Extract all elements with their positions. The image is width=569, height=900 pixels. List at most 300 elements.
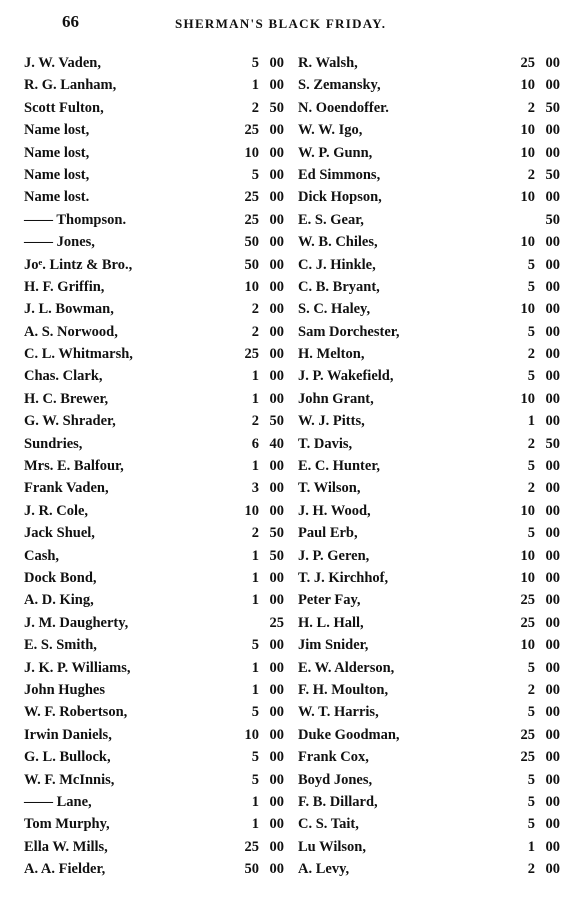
subscriber-name: H. F. Griffin,	[24, 278, 105, 295]
subscription-row	[298, 433, 560, 455]
amount-cents: 50	[545, 435, 560, 452]
amount-cents: 00	[269, 256, 284, 273]
amount-cents: 00	[545, 390, 560, 407]
amount	[505, 612, 560, 634]
amount-cents: 00	[269, 77, 284, 94]
subscriber-name: J. P. Wakefield,	[298, 368, 394, 385]
subscription-row	[24, 52, 284, 74]
subscription-row	[298, 276, 560, 298]
amount	[229, 97, 284, 119]
subscriber-name: Mrs. E. Balfour,	[24, 458, 124, 475]
subscriber-name: T. Davis,	[298, 435, 353, 452]
subscription-row	[24, 701, 284, 723]
amount	[505, 119, 560, 141]
amount-cents: 00	[269, 816, 284, 833]
amount-cents: 00	[269, 55, 284, 71]
subscription-row	[298, 231, 560, 253]
subscriber-name: A. A. Fielder,	[24, 861, 106, 878]
amount-dollars: 5	[251, 749, 259, 766]
amount-dollars: 1	[251, 547, 259, 564]
subscriber-name: Frank Vaden,	[24, 480, 109, 497]
amount-cents: 00	[545, 502, 560, 519]
amount-dollars: 10	[244, 278, 259, 295]
subscriber-name: —— Thompson.	[24, 211, 127, 228]
amount-dollars: 2	[251, 301, 259, 318]
amount-dollars: 5	[527, 525, 535, 542]
amount-dollars: 10	[520, 234, 535, 251]
amount-dollars: 6	[251, 435, 259, 452]
amount	[229, 254, 284, 276]
amount	[229, 164, 284, 186]
subscription-row	[24, 612, 284, 634]
amount-cents: 00	[269, 301, 284, 318]
subscription-row	[298, 567, 560, 589]
amount-dollars: 1	[251, 77, 259, 94]
amount-dollars: 5	[527, 816, 535, 833]
amount-dollars: 25	[244, 211, 259, 228]
subscription-row	[24, 455, 284, 477]
subscriber-name: —— Jones,	[24, 234, 95, 251]
amount-cents: 00	[545, 749, 560, 766]
subscriber-name: E. W. Alderson,	[298, 659, 395, 676]
amount	[505, 679, 560, 701]
amount-dollars: 10	[520, 390, 535, 407]
amount-dollars: 2	[527, 681, 535, 698]
subscriber-name: S. C. Haley,	[298, 301, 371, 318]
amount-dollars: 5	[251, 704, 259, 721]
amount-cents: 00	[545, 681, 560, 698]
amount-dollars: 3	[251, 480, 259, 497]
amount-cents: 50	[545, 166, 560, 183]
amount-dollars: 1	[251, 816, 259, 833]
amount-dollars: 5	[527, 793, 535, 810]
amount	[229, 186, 284, 208]
amount-cents: 00	[545, 771, 560, 788]
amount-dollars: 25	[244, 189, 259, 206]
subscription-row	[24, 791, 284, 813]
subscription-row	[298, 97, 560, 119]
amount-cents: 25	[269, 614, 284, 631]
subscriber-name: R. Walsh,	[298, 55, 358, 71]
subscription-row	[24, 186, 284, 208]
amount-cents: 00	[545, 323, 560, 340]
subscription-row	[24, 97, 284, 119]
amount-cents: 00	[269, 592, 284, 609]
amount-dollars: 1	[251, 659, 259, 676]
amount-cents: 00	[545, 525, 560, 542]
subscription-row	[24, 634, 284, 656]
subscription-row	[298, 634, 560, 656]
subscriber-name: E. S. Gear,	[298, 211, 364, 228]
amount-dollars: 25	[244, 122, 259, 139]
amount-dollars: 25	[520, 55, 535, 71]
subscriber-name: Boyd Jones,	[298, 771, 373, 788]
amount-cents: 00	[545, 144, 560, 161]
subscriber-name: H. L. Hall,	[298, 614, 364, 631]
amount-cents: 00	[269, 189, 284, 206]
amount-cents: 00	[269, 726, 284, 743]
amount-dollars: 10	[520, 122, 535, 139]
amount	[505, 186, 560, 208]
amount-cents: 00	[269, 793, 284, 810]
amount	[229, 209, 284, 231]
subscriber-name: Peter Fay,	[298, 592, 361, 609]
amount-cents: 00	[545, 55, 560, 71]
amount-cents: 00	[269, 569, 284, 586]
subscriber-name: H. Melton,	[298, 346, 365, 363]
subscription-row	[24, 769, 284, 791]
amount	[229, 142, 284, 164]
amount-cents: 00	[269, 771, 284, 788]
subscriber-name: E. S. Smith,	[24, 637, 97, 654]
amount	[229, 522, 284, 544]
amount	[229, 276, 284, 298]
subscription-row	[298, 724, 560, 746]
subscription-row	[298, 254, 560, 276]
subscription-row	[24, 209, 284, 231]
amount-cents: 00	[269, 637, 284, 654]
amount-dollars: 10	[244, 144, 259, 161]
amount	[505, 410, 560, 432]
subscriber-name: H. C. Brewer,	[24, 390, 109, 407]
subscriber-name: W. J. Pitts,	[298, 413, 365, 430]
amount	[505, 455, 560, 477]
amount	[229, 119, 284, 141]
subscription-row	[298, 52, 560, 74]
amount-cents: 00	[545, 480, 560, 497]
amount	[505, 231, 560, 253]
amount	[229, 701, 284, 723]
amount-cents: 00	[269, 234, 284, 251]
subscriber-name: John Grant,	[298, 390, 374, 407]
amount-cents: 00	[545, 413, 560, 430]
subscription-row	[24, 589, 284, 611]
amount	[505, 769, 560, 791]
amount-cents: 00	[545, 256, 560, 273]
subscriber-name: J. M. Daugherty,	[24, 614, 129, 631]
subscription-row	[24, 410, 284, 432]
subscription-row	[298, 589, 560, 611]
subscription-row	[24, 388, 284, 410]
amount-dollars: 25	[520, 614, 535, 631]
amount	[505, 813, 560, 835]
amount	[505, 97, 560, 119]
amount	[229, 567, 284, 589]
amount-dollars: 50	[244, 861, 259, 878]
subscriber-name: Ella W. Mills,	[24, 838, 108, 855]
amount-cents: 00	[545, 346, 560, 363]
amount-dollars: 10	[520, 547, 535, 564]
subscriber-name: C. J. Hinkle,	[298, 256, 376, 273]
subscription-row	[24, 119, 284, 141]
subscriber-name: S. Zemansky,	[298, 77, 381, 94]
amount	[229, 746, 284, 768]
subscriber-name: Tom Murphy,	[24, 816, 110, 833]
amount-cents: 00	[545, 592, 560, 609]
amount-cents: 00	[269, 659, 284, 676]
subscription-row	[298, 164, 560, 186]
subscriber-name: C. L. Whitmarsh,	[24, 346, 133, 363]
amount-cents: 00	[545, 726, 560, 743]
subscription-row	[24, 679, 284, 701]
amount-dollars: 1	[527, 413, 535, 430]
subscription-row	[298, 769, 560, 791]
amount-dollars: 25	[520, 592, 535, 609]
subscription-row	[298, 410, 560, 432]
amount-cents: 00	[269, 166, 284, 183]
amount-dollars: 1	[251, 681, 259, 698]
amount-dollars: 5	[527, 323, 535, 340]
subscription-row	[24, 746, 284, 768]
amount-dollars: 10	[244, 726, 259, 743]
subscriber-name: F. H. Moulton,	[298, 681, 389, 698]
subscription-row	[298, 522, 560, 544]
subscriber-name: W. F. McInnis,	[24, 771, 115, 788]
amount-cents: 00	[545, 704, 560, 721]
amount-cents: 00	[269, 502, 284, 519]
amount-cents: 00	[269, 749, 284, 766]
subscription-row	[298, 545, 560, 567]
amount	[505, 724, 560, 746]
amount	[505, 74, 560, 96]
amount-dollars: 1	[251, 592, 259, 609]
amount-dollars: 10	[520, 502, 535, 519]
amount-dollars: 25	[244, 838, 259, 855]
subscriber-name: T. Wilson,	[298, 480, 361, 497]
amount	[229, 298, 284, 320]
subscription-row	[298, 455, 560, 477]
subscriber-name: A. Levy,	[298, 861, 350, 878]
amount-cents: 00	[545, 569, 560, 586]
subscriber-name: Chas. Clark,	[24, 368, 103, 385]
subscriber-name: Irwin Daniels,	[24, 726, 112, 743]
subscription-row	[24, 500, 284, 522]
subscription-row	[298, 343, 560, 365]
amount	[229, 365, 284, 387]
subscriber-name: Sundries,	[24, 435, 83, 452]
amount	[229, 545, 284, 567]
amount-dollars: 5	[527, 458, 535, 475]
subscription-row	[24, 254, 284, 276]
amount	[229, 388, 284, 410]
amount	[505, 365, 560, 387]
amount-cents: 00	[545, 122, 560, 139]
amount-dollars: 50	[244, 234, 259, 251]
amount-cents: 00	[269, 144, 284, 161]
subscriber-name: J. H. Wood,	[298, 502, 371, 519]
subscription-row	[298, 209, 560, 231]
amount-cents: 00	[269, 480, 284, 497]
subscription-row	[298, 186, 560, 208]
subscriber-name: C. B. Bryant,	[298, 278, 380, 295]
subscription-row	[24, 813, 284, 835]
amount	[505, 477, 560, 499]
amount-dollars: 10	[244, 502, 259, 519]
amount-cents: 00	[545, 278, 560, 295]
subscription-row	[298, 321, 560, 343]
amount	[229, 791, 284, 813]
amount-cents: 00	[269, 323, 284, 340]
subscriber-name: Sam Dorchester,	[298, 323, 400, 340]
subscriber-name: Jack Shuel,	[24, 525, 95, 542]
subscription-row	[24, 657, 284, 679]
amount	[505, 567, 560, 589]
subscription-row	[24, 836, 284, 858]
amount-cents: 00	[269, 390, 284, 407]
amount	[229, 657, 284, 679]
amount-dollars: 10	[520, 189, 535, 206]
subscriber-name: Duke Goodman,	[298, 726, 400, 743]
amount-dollars: 10	[520, 569, 535, 586]
amount	[505, 522, 560, 544]
subscription-row	[298, 298, 560, 320]
amount	[229, 858, 284, 880]
subscriber-name: Name lost.	[24, 189, 90, 206]
amount-dollars: 5	[527, 278, 535, 295]
amount-dollars: 50	[244, 256, 259, 273]
amount	[229, 836, 284, 858]
subscription-row	[24, 231, 284, 253]
amount	[229, 410, 284, 432]
amount-dollars: 5	[527, 659, 535, 676]
amount	[505, 701, 560, 723]
subscription-row	[24, 343, 284, 365]
amount-dollars: 2	[527, 435, 535, 452]
subscription-row	[24, 276, 284, 298]
subscription-row	[24, 545, 284, 567]
amount-dollars: 25	[244, 346, 259, 363]
amount-dollars: 5	[527, 704, 535, 721]
amount	[229, 231, 284, 253]
amount-cents: 00	[545, 838, 560, 855]
amount-dollars: 5	[527, 771, 535, 788]
amount	[505, 858, 560, 880]
subscriber-name: Scott Fulton,	[24, 99, 104, 116]
subscriber-name: Joᵉ. Lintz & Bro.,	[24, 256, 133, 273]
subscription-row	[24, 164, 284, 186]
subscriber-name: Name lost,	[24, 166, 90, 183]
subscriber-name: J. L. Bowman,	[24, 301, 114, 318]
subscriber-name: N. Ooendoffer.	[298, 99, 389, 116]
amount	[229, 74, 284, 96]
amount-cents: 00	[545, 301, 560, 318]
amount-dollars: 5	[251, 166, 259, 183]
subscription-row	[298, 746, 560, 768]
subscription-row	[24, 321, 284, 343]
amount	[229, 477, 284, 499]
amount	[229, 455, 284, 477]
amount	[505, 500, 560, 522]
subscriber-name: W. T. Harris,	[298, 704, 379, 721]
amount	[505, 254, 560, 276]
subscriber-name: G. W. Shrader,	[24, 413, 116, 430]
amount-cents: 00	[545, 816, 560, 833]
amount	[505, 746, 560, 768]
amount-cents: 00	[269, 368, 284, 385]
amount	[505, 657, 560, 679]
amount-dollars: 1	[251, 793, 259, 810]
subscriber-name: F. B. Dillard,	[298, 793, 378, 810]
subscription-row	[298, 657, 560, 679]
amount	[229, 813, 284, 835]
amount-cents: 00	[269, 458, 284, 475]
subscriber-name: Name lost,	[24, 144, 90, 161]
amount-dollars: 5	[251, 55, 259, 71]
subscriber-name: C. S. Tait,	[298, 816, 359, 833]
amount	[505, 791, 560, 813]
running-title: SHERMAN'S BLACK FRIDAY.	[175, 16, 387, 31]
subscription-row	[298, 500, 560, 522]
subscription-row	[298, 477, 560, 499]
amount	[505, 209, 560, 231]
amount-cents: 40	[269, 435, 284, 452]
amount-cents: 00	[269, 838, 284, 855]
subscriber-name: Jim Snider,	[298, 637, 369, 654]
amount-dollars: 25	[520, 749, 535, 766]
amount	[229, 589, 284, 611]
subscriber-name: J. W. Vaden,	[24, 55, 101, 71]
amount-cents: 00	[269, 122, 284, 139]
amount-dollars: 2	[527, 346, 535, 363]
amount-dollars: 1	[251, 458, 259, 475]
subscriber-name: J. P. Geren,	[298, 547, 370, 564]
subscriber-name: A. D. King,	[24, 592, 94, 609]
amount	[229, 500, 284, 522]
subscription-row	[298, 365, 560, 387]
amount-cents: 00	[269, 278, 284, 295]
subscription-row	[298, 612, 560, 634]
amount	[229, 724, 284, 746]
amount	[229, 343, 284, 365]
amount-dollars: 1	[251, 390, 259, 407]
subscriber-name: W. W. Igo,	[298, 122, 363, 139]
amount-dollars: 10	[520, 301, 535, 318]
amount-dollars: 1	[527, 838, 535, 855]
subscriber-name: Dick Hopson,	[298, 189, 382, 206]
amount	[505, 142, 560, 164]
subscription-row	[298, 74, 560, 96]
subscriber-name: —— Lane,	[24, 793, 92, 810]
subscriber-name: W. B. Chiles,	[298, 234, 378, 251]
subscription-row	[298, 813, 560, 835]
amount-dollars: 5	[527, 256, 535, 273]
amount-dollars: 2	[527, 99, 535, 116]
subscriber-name: Name lost,	[24, 122, 90, 139]
amount-cents: 00	[269, 704, 284, 721]
amount-dollars: 5	[251, 771, 259, 788]
page-number: 66	[62, 12, 79, 31]
amount	[505, 589, 560, 611]
subscription-row	[24, 433, 284, 455]
amount-dollars: 2	[251, 323, 259, 340]
subscription-row	[24, 567, 284, 589]
amount-cents: 00	[269, 211, 284, 228]
amount-cents: 00	[545, 458, 560, 475]
amount	[505, 836, 560, 858]
amount	[229, 321, 284, 343]
subscriber-name: W. F. Robertson,	[24, 704, 128, 721]
subscriber-name: T. J. Kirchhof,	[298, 569, 389, 586]
amount	[505, 276, 560, 298]
amount	[505, 545, 560, 567]
amount-cents: 00	[545, 234, 560, 251]
subscription-row	[24, 724, 284, 746]
subscription-row	[298, 142, 560, 164]
subscription-row	[298, 388, 560, 410]
amount	[505, 321, 560, 343]
amount-cents: 00	[545, 547, 560, 564]
amount-cents: 00	[545, 861, 560, 878]
